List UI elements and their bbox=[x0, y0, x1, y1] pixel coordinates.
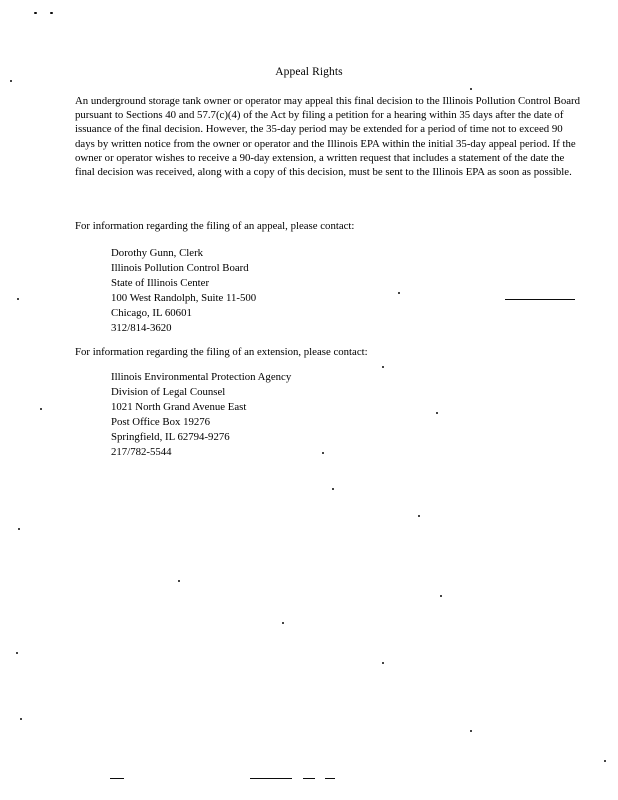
scan-speck bbox=[40, 408, 42, 410]
scan-speck bbox=[436, 412, 438, 414]
scan-artifact-rule bbox=[325, 778, 335, 779]
scan-speck bbox=[282, 622, 284, 624]
address-line: Post Office Box 19276 bbox=[111, 416, 211, 428]
scan-speck bbox=[398, 292, 400, 294]
scan-speck bbox=[604, 760, 606, 762]
address-line: 217/782-5544 bbox=[111, 446, 172, 458]
scan-speck bbox=[18, 528, 20, 530]
address-line: 1021 North Grand Avenue East bbox=[111, 401, 247, 413]
scan-speck bbox=[322, 452, 324, 454]
scan-speck bbox=[17, 298, 19, 300]
address-line: Chicago, IL 60601 bbox=[111, 307, 192, 319]
scan-speck bbox=[332, 488, 334, 490]
address-line: Division of Legal Counsel bbox=[111, 386, 226, 398]
scan-speck bbox=[418, 515, 420, 517]
scan-speck bbox=[50, 12, 53, 14]
scan-speck bbox=[20, 718, 22, 720]
extension-contact-intro: For information regarding the filing of an extension, please contact: bbox=[75, 346, 368, 358]
address-line: 100 West Randolph, Suite 11-500 bbox=[111, 292, 257, 304]
scan-speck bbox=[382, 662, 384, 664]
address-line: Springfield, IL 62794-9276 bbox=[111, 431, 230, 443]
scan-speck bbox=[16, 652, 18, 654]
address-line: Illinois Pollution Control Board bbox=[111, 262, 249, 274]
address-line: Illinois Environmental Protection Agency bbox=[111, 371, 292, 383]
document-title: Appeal Rights bbox=[275, 66, 343, 78]
scan-speck bbox=[178, 580, 180, 582]
address-line: State of Illinois Center bbox=[111, 277, 210, 289]
extension-contact-address bbox=[111, 370, 291, 460]
address-line: 312/814-3620 bbox=[111, 322, 172, 334]
scan-speck bbox=[470, 730, 472, 732]
scan-speck bbox=[440, 595, 442, 597]
scan-artifact-rule bbox=[505, 299, 575, 300]
scan-artifact-rule bbox=[250, 778, 292, 779]
scan-speck bbox=[382, 366, 384, 368]
scan-artifact-rule bbox=[303, 778, 315, 779]
scan-speck bbox=[10, 80, 12, 82]
scan-speck bbox=[34, 12, 37, 14]
appeal-contact-address bbox=[111, 246, 256, 336]
address-line: Dorothy Gunn, Clerk bbox=[111, 247, 204, 259]
scan-speck bbox=[470, 88, 472, 90]
appeal-rights-paragraph: An underground storage tank owner or operator may appeal this final decision to the Illinois Pollution Control Board pursuant to Sections 40 and 57.7(c)(4) of the Act by filing a petition for a hearing within 35 days after the date of issuance of the final decision. However, the 35-day period may be extended for a period of time not to exceed 90 days by written notice from the owner or operator and the Illinois EPA within the initial 35-day appeal period. If the owner or operator wishes to receive a 90-day extension, a written request that includes a statement of the date the final decision was received, along with a copy of this decision, must be sent to the Illinois EPA as soon as possible. bbox=[75, 95, 581, 179]
appeal-contact-intro: For information regarding the filing of an appeal, please contact: bbox=[75, 220, 355, 232]
scan-artifact-rule bbox=[110, 778, 124, 779]
